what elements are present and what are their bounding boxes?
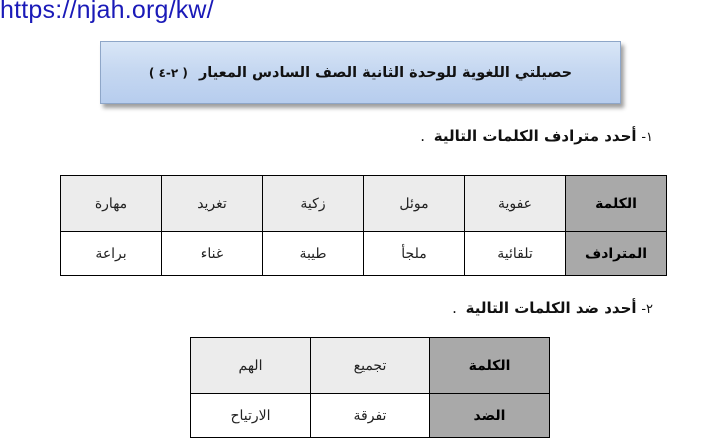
row-label-word: الكلمة bbox=[430, 338, 550, 394]
title-label: حصيلتي اللغوية للوحدة الثانية الصف السادس المعيار bbox=[198, 64, 573, 81]
question-1-number: ١- bbox=[641, 130, 653, 145]
row-label-synonym: المترادف bbox=[566, 232, 667, 276]
synonym-cell: طيبة bbox=[263, 232, 364, 276]
question-1-period: . bbox=[420, 127, 425, 145]
table-row bbox=[191, 394, 550, 438]
source-url-link[interactable]: https://njah.org/kw/ bbox=[0, 0, 214, 24]
word-cell: تجميع bbox=[311, 338, 430, 394]
table-row bbox=[61, 176, 667, 232]
synonym-cell: براعة bbox=[61, 232, 162, 276]
question-2-period: . bbox=[452, 299, 457, 317]
synonym-cell: ملجأ bbox=[364, 232, 465, 276]
row-label-word: الكلمة bbox=[566, 176, 667, 232]
question-2-text: أحدد ضد الكلمات التالية bbox=[465, 299, 637, 317]
word-cell: زكية bbox=[263, 176, 364, 232]
page-title bbox=[149, 65, 572, 81]
question-2-number: ٢- bbox=[641, 302, 653, 317]
synonyms-table bbox=[60, 175, 667, 276]
question-2 bbox=[452, 299, 653, 317]
table-row bbox=[191, 338, 550, 394]
synonym-cell: تلقائية bbox=[465, 232, 566, 276]
word-cell: عفوية bbox=[465, 176, 566, 232]
word-cell: تغريد bbox=[162, 176, 263, 232]
synonym-cell: غناء bbox=[162, 232, 263, 276]
question-1 bbox=[420, 127, 653, 145]
opposite-cell: تفرقة bbox=[311, 394, 430, 438]
word-cell: موئل bbox=[364, 176, 465, 232]
title-banner bbox=[100, 41, 621, 104]
standard-code: ( ٢-٤ ) bbox=[148, 65, 188, 80]
table-row bbox=[61, 232, 667, 276]
opposites-table bbox=[190, 337, 550, 438]
opposite-cell: الارتياح bbox=[191, 394, 311, 438]
word-cell: الهم bbox=[191, 338, 311, 394]
question-1-text: أحدد مترادف الكلمات التالية bbox=[433, 127, 637, 145]
row-label-opposite: الضد bbox=[430, 394, 550, 438]
word-cell: مهارة bbox=[61, 176, 162, 232]
